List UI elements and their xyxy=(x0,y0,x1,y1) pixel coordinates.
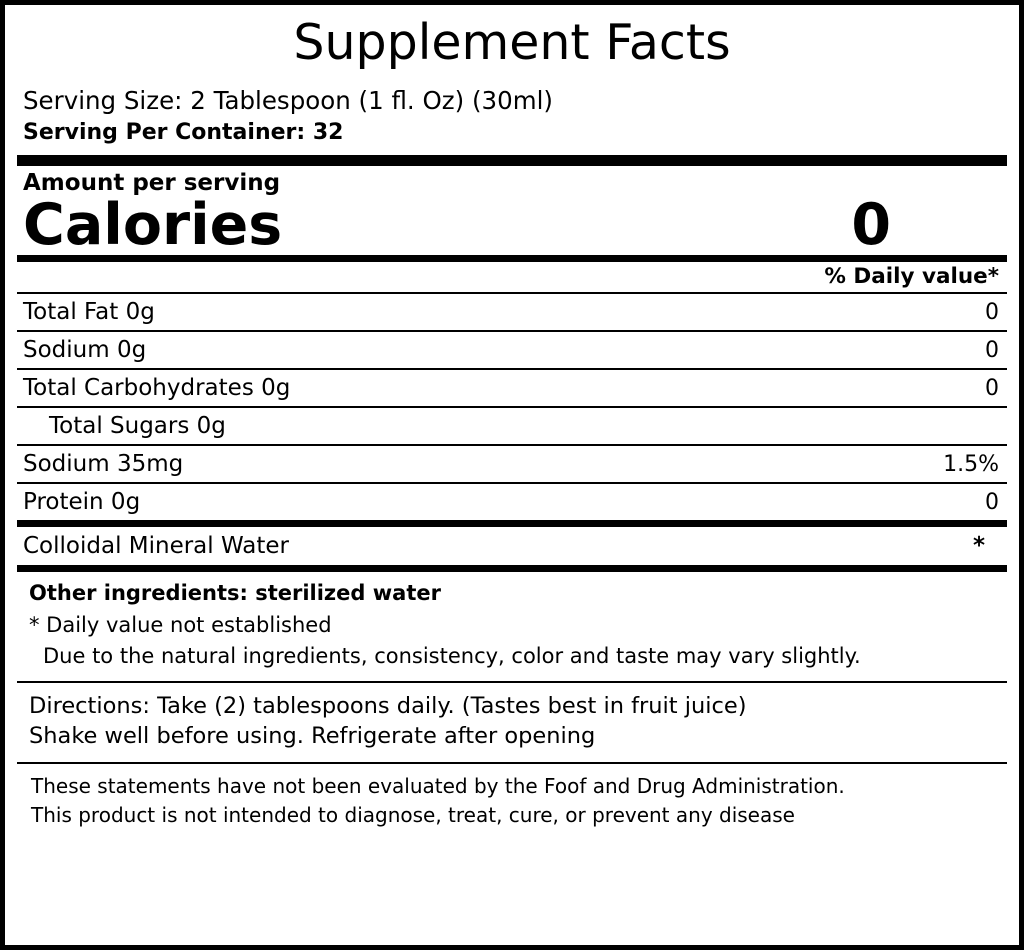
disclaimer-line-2: This product is not intended to diagnose, treat, cure, or prevent any disease xyxy=(31,802,795,827)
mineral-name: Colloidal Mineral Water xyxy=(23,533,289,560)
nutrient-value: 1.5% xyxy=(943,452,999,478)
page-title: Supplement Facts xyxy=(293,14,731,71)
calories-label: Calories xyxy=(23,191,283,258)
serving-info xyxy=(17,85,1007,147)
directions-line-2: Shake well before using. Refrigerate after opening xyxy=(29,723,596,750)
nutrient-value: 0 xyxy=(985,338,999,364)
mineral-row xyxy=(17,527,1007,565)
nutrient-name: Sodium 0g xyxy=(23,337,147,364)
calories-row xyxy=(17,191,1007,258)
table-row xyxy=(17,408,1007,444)
nutrient-list xyxy=(17,294,1007,520)
disclaimer-line-1: These statements have not been evaluated by the Foof and Drug Administration. xyxy=(31,773,845,798)
table-row xyxy=(17,294,1007,330)
amount-per-serving-label: Amount per serving xyxy=(23,169,281,196)
disclaimer-block xyxy=(17,764,1007,834)
footnote-natural-ingredients: Due to the natural ingredients, consistency, color and taste may vary slightly. xyxy=(43,644,861,669)
serving-size-text: Serving Size: 2 Tablespoon (1 fl. Oz) (30ml) xyxy=(23,86,553,116)
nutrient-name: Sodium 35mg xyxy=(23,451,184,478)
directions-block xyxy=(17,683,1007,762)
other-ingredients-text: Other ingredients: sterilized water xyxy=(29,581,441,606)
nutrient-value: 0 xyxy=(985,490,999,516)
nutrient-value: 0 xyxy=(985,376,999,402)
calories-value: 0 xyxy=(851,191,891,258)
directions-line-1: Directions: Take (2) tablespoons daily. (Tastes best in fruit juice) xyxy=(29,692,747,719)
mineral-value: * xyxy=(972,533,985,560)
nutrient-name: Total Sugars 0g xyxy=(49,413,226,440)
divider-below-mineral xyxy=(17,565,1007,572)
footnote-daily-value: * Daily value not established xyxy=(29,612,332,637)
serving-per-container-text: Serving Per Container: 32 xyxy=(23,119,344,145)
table-row xyxy=(17,484,1007,520)
table-row xyxy=(17,332,1007,368)
table-row xyxy=(17,446,1007,482)
daily-value-header: % Daily value* xyxy=(824,264,999,290)
footnotes-block xyxy=(17,572,1007,681)
nutrient-name: Total Carbohydrates 0g xyxy=(23,375,291,402)
nutrient-name: Total Fat 0g xyxy=(23,299,155,326)
table-row xyxy=(17,370,1007,406)
nutrient-value: 0 xyxy=(985,300,999,326)
divider-above-mineral xyxy=(17,520,1007,527)
nutrient-name: Protein 0g xyxy=(23,489,141,516)
divider-thick-top xyxy=(17,155,1007,166)
